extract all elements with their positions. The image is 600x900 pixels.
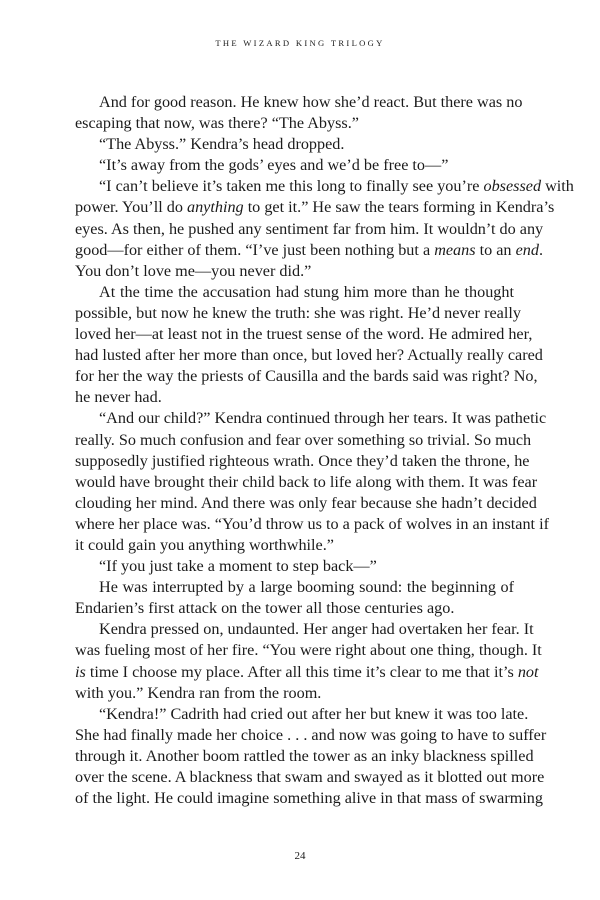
text-segment: At the time the accusation had stung him more than he thought [99, 282, 514, 301]
text-segment: You don’t love me—you never did.” [75, 261, 312, 280]
text-segment: “It’s away from the gods’ eyes and we’d be free to—” [99, 156, 449, 175]
text-line [75, 261, 514, 282]
text-segment: She had finally made her choice . . . and now was going to have to suffer [75, 725, 547, 744]
text-segment: “The Abyss.” Kendra’s head dropped. [99, 135, 345, 154]
text-segment: loved her—at least not in the truest sense of the word. He admired her, [75, 325, 533, 344]
italic-text: obsessed [483, 177, 542, 196]
text-segment: of the light. He could imagine something alive in that mass of swarming [75, 789, 543, 808]
text-segment: “Kendra!” Cadrith had cried out after her but knew it was too late. [99, 704, 529, 723]
text-line [75, 134, 514, 155]
text-line [75, 514, 549, 535]
text-line [75, 788, 543, 809]
text-segment: “If you just take a moment to step back—” [99, 557, 377, 576]
text-line [75, 704, 529, 725]
text-line [75, 387, 514, 408]
text-segment: And for good reason. He knew how she’d react. But there was no [99, 93, 523, 111]
italic-text: end [515, 240, 539, 259]
body-text [75, 92, 574, 809]
text-segment: would have brought their child back to life along with them. It was fear [75, 472, 538, 491]
text-segment: he never had. [75, 388, 162, 407]
text-segment: “And our child?” Kendra continued through her tears. It was pathetic [99, 409, 547, 428]
text-line [75, 345, 543, 366]
text-line [75, 113, 514, 134]
text-segment: where her place was. “You’d throw us to a pack of wolves in an instant if [75, 514, 549, 533]
text-segment: to an [475, 240, 516, 259]
text-line [75, 219, 544, 240]
text-segment: He was interrupted by a large booming sound: the beginning of [99, 578, 514, 597]
text-line [75, 556, 514, 577]
text-segment: with [541, 177, 574, 196]
text-segment: power. You’ll do [75, 198, 187, 217]
text-segment: through it. Another boom rattled the tower as an inky blackness spilled [75, 746, 534, 765]
text-segment: good—for either of them. “I’ve just been nothing but a [75, 240, 435, 259]
text-line [75, 640, 542, 661]
italic-text: means [434, 240, 476, 259]
italic-text: is [75, 662, 86, 681]
text-segment: Endarien’s first attack on the tower all those centuries ago. [75, 599, 455, 618]
text-line [75, 619, 534, 640]
text-segment: . [538, 240, 543, 259]
text-line [75, 472, 538, 493]
text-segment: with you.” Kendra ran from the room. [75, 683, 322, 702]
text-line [75, 303, 521, 324]
text-line [75, 324, 533, 345]
text-line [75, 493, 537, 514]
text-line [75, 535, 514, 556]
text-line [75, 430, 532, 451]
text-line [75, 366, 538, 387]
text-segment: it could gain you anything worthwhile.” [75, 535, 334, 554]
text-line [75, 767, 545, 788]
text-line [75, 92, 523, 113]
text-segment: for her the way the priests of Causilla and the bards said was right? No, [75, 367, 538, 386]
text-segment: eyes. As then, he pushed any sentiment far from him. It wouldn’t do any [75, 219, 544, 238]
italic-text: not [517, 662, 539, 681]
text-segment: had lusted after her more than once, but loved her? Actually really cared [75, 346, 543, 365]
text-line [75, 662, 539, 683]
text-line [75, 683, 514, 704]
text-line [75, 725, 547, 746]
italic-text: anything [186, 198, 244, 217]
text-segment: was fueling most of her fire. “You were right about one thing, though. It [75, 641, 542, 660]
text-segment: time I choose my place. After all this time it’s clear to me that it’s [85, 662, 518, 681]
page-number: 24 [294, 850, 306, 862]
text-line [75, 408, 547, 429]
running-head: THE WIZARD KING TRILOGY [215, 38, 385, 48]
text-segment: to get it.” He saw the tears forming in Kendra’s [243, 198, 555, 217]
text-segment: over the scene. A blackness that swam and swayed as it blotted out more [75, 768, 545, 786]
text-segment: Kendra pressed on, undaunted. Her anger had overtaken her fear. It [99, 620, 534, 639]
text-line [75, 282, 514, 303]
text-segment: possible, but now he knew the truth: she was right. He’d never really [75, 303, 521, 322]
text-line [75, 598, 514, 619]
text-line [75, 155, 514, 176]
text-line [75, 197, 555, 218]
text-line [75, 451, 530, 472]
text-line [75, 240, 543, 261]
text-segment: escaping that now, was there? “The Abyss.” [75, 114, 359, 133]
text-segment: really. So much confusion and fear over something so trivial. So much [75, 430, 532, 449]
text-line [75, 176, 574, 197]
text-segment: clouding her mind. And there was only fear because she hadn’t decided [75, 493, 537, 512]
text-segment: “I can’t believe it’s taken me this long to finally see you’re [99, 177, 484, 196]
text-segment: supposedly justified righteous wrath. Once they’d taken the throne, he [75, 451, 530, 470]
text-line [75, 746, 534, 767]
text-line [75, 577, 514, 598]
